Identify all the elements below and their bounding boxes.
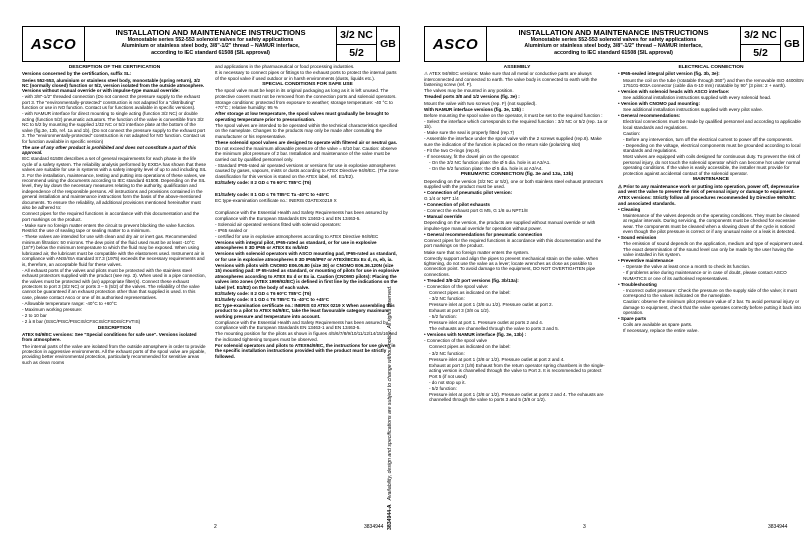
paragraph: If necessary, replace the entire valve. [623,328,699,334]
paragraph: E2/Safety code: II 2 GD c T6 60°C T85°C (T6) [215,179,312,185]
left-column-1 [22,64,207,504]
paragraph: Caution: observe the minimum pilot pressure value of 2 bar. To avoid personal injury or damage to equipment, check that the valve operates correctly before putting it back into operation. [623,299,801,316]
paragraph: Treaded ports 3/8 and 1/2 versions (fig. 3e) : [424,94,520,100]
side-note-text [387,170,393,530]
header-titles [85,27,337,61]
paragraph: Connect pipes for the required functions in accordance with this documentation and the port markings on the product. [424,238,602,249]
paragraph: - Operate the valve at least once a month to check its function. [623,264,751,270]
paragraph: Compliance with the Essential Health and Safety Requirements has been assured by compliance with the European Standards EN 13463-1 and EN 13463-5. [215,319,388,331]
paragraph: - certified for use in explosive atmospheres according to ATEX Directive 94/9/EC [215,233,379,239]
paragraph: Make sure that no foreign matter enters the system. [424,249,530,255]
paragraph: After storage at low temperature, the spool valves must gradually be brought to operating temperature prior to pressurisation. [215,111,389,122]
paragraph: EC type-examination certificate no.: INERIS 03 ATEX 0219 X When assembling this product to a pilot to ATEX 94/9/EC, take the least favourable category maximum working pressure and temperature into account. [215,302,395,319]
paragraph: • Connection of pneumatic pilot version: [424,190,513,196]
paragraph: - Maximum working pressure: [22,307,83,313]
paragraph: - If problems arise during maintenance or in case of doubt, please contact ASCO NUMATICS or one of its authorised representatives. [623,270,787,281]
paragraph: • General recommendations: [618,113,681,119]
paragraph: • Version with CNOMO pad mounting: [618,101,700,107]
asco-logo [23,27,85,61]
section-heading: ASSEMBLY [503,65,531,70]
section-heading: DESCRIPTION [97,325,132,331]
paragraph: - Connection of the spool valve [424,338,488,344]
paragraph: The mounting position for the pilots as shown in figures 4/5/6/7/8/9/10/11/12/14/15/16 and the indicated tightening torques must be observed. [215,331,397,342]
doc-subtitle-3: according to IEC standard 61508 (SIL approval) [554,49,673,56]
paragraph: Mount the coil on the tube (rotatable through 360°) and then the removable ISO 4400/EN 175101-803A connector (cable dia 6-10 mm) rotatable by 90° (3 pins: 2 + earth). [623,77,804,88]
paragraph: Maintenance of the valves depends on the operating conditions. They must be cleaned at regular intervals. During servicing, the components must be checked for excessive wear. The components must be cleaned when a slowing down of the cycle is noticed even though the pilot pressure is correct or if any unusual noise or a leak is detected. [623,212,800,234]
paragraph: With NAMUR interface versions (fig. 3e, 13b) : [424,106,524,112]
paragraph: - If necessary, fit the dowel pin on the operator: [424,153,520,159]
paragraph: - Solenoid air operated versions fitted with solenoid operators: [215,221,341,227]
paragraph: Versions with pilots with CNOMO E06.05.80 (size 30) or CNOMO E06.36.120N (size 15) mounting pad: IP 65-rated as standard, or mounting of pilots for use in explosive atmospheres according to ATEX Ex d or Ex ia. Caution (CNOMO pilots): Placing the valves into zones (ATEX 1999/92/EC) is defined in first line by the indications on the label (ref. E1/E2) on the body of each valve. [215,262,400,290]
paragraph: The valves may be mounted in any position. [424,88,514,94]
side-note-disclaimer: Availability, design and specifications are subject to change without notice. All rights reserved. [387,285,393,501]
paragraph: - Assemble the interface under the spool valve with the 2 screws supplied (rep.8). Make sure the indication of the function is placed on the return side (polarizing slot) [424,136,602,147]
paragraph: - 3/2 NC function: [429,350,465,356]
header-right [424,26,804,62]
paragraph: and applications in the pharmaceutical or food processing industries. [215,64,355,69]
right-column-1 [424,64,610,504]
paragraph: Do not exceed the maximum allowable pressure of the valve = 8/10 bar. Caution: observe the minimum pilot pressure of 2 bar. Installation and maintenance of the valve must be carried out by qualified personnel only. [215,145,397,162]
footer-left [0,524,404,532]
left-column-2 [215,64,400,504]
paragraph: ATEX versions: Strictly follow all procedures recommended by Directive 99/92/EC and associated standards. [618,195,797,206]
asco-logo [425,27,487,61]
paragraph: • IP65-sealed integral pilot version (fig. 3b, 3e): [618,71,720,77]
paragraph: The exhausts are channelled through the valve to ports 3 and 5. [429,326,559,332]
paragraph: The spool valves are intended to be operated within the technical characteristics specified on the nameplate. Changes to the products may only be made after consulting the manufacturer or his representative. [215,122,398,139]
paragraph: The internal parts of the valve are isolated from the outside atmosphere in order to provide protection in aggressive environments. All the exhaust ports of the spool valve are pipable, providing better environmental protection, particularly recommended for sensitive areas such as clean rooms [22,343,206,365]
doc-subtitle-2: Aluminium or stainless steel body, 3/8"-1/2" thread – NAMUR interface, [121,43,300,50]
section-heading: SPECIAL CONDITIONS FOR SAFE USE [262,81,353,87]
paragraph: - Connect the exhaust port G M5, G 1/8 ou NPT1/8 [424,208,528,214]
paragraph: G 1/4 or NPT 1/4 [424,196,459,202]
language-code: GB [784,38,800,50]
paragraph: - On the 3/2 NC function plate: the Ø 5 dia. hole is at A3/A1. [429,159,551,165]
section-heading: MAINTENANCE [692,177,730,183]
paragraph: E1/Safety code: II 1 GD c T6 T85°C Ta -40°C to +45°C [215,191,330,197]
paragraph: EC type-examination certificate no.: INERIS 03ATEX0219 X [215,197,337,203]
paragraph: Versions with integral pilot, IP65-rated as standard, or for use in explosive atmospheres II 3D IP65 or ATEX Ex m/b/nD [215,239,377,251]
logo-text: ASCO [432,35,479,53]
paragraph: Depending on the version, the products are supplied without manual override or with impulse-type manual override for operation without power. [424,220,596,231]
paragraph: • Cleaning [618,206,641,212]
paragraph: Pressure inlet at port 1 (3/8 ou 1/2). Pressure outlet at port 2. [429,302,553,308]
paragraph: - Depending on the voltage, electrical components must be grounded according to local standards and regulations. [623,142,801,154]
paragraph: • Troubleshooting [618,281,657,287]
paragraph: - 2 to 10 bar [22,313,47,319]
paragraph: The emission of sound depends on the application, medium and type of equipment used. The exact determination of the sound level can only be made by the user having the valve installed in his system. [623,241,804,257]
paragraph: - Make sure the seal is properly fitted (rep.7) [424,130,515,136]
side-note-code: 3834944-A [387,504,393,530]
paragraph: • Versions with NAMUR interface (fig. 3e, 13b) : [424,332,527,338]
paragraph: Connect pipes as indicated on the label: [429,344,511,350]
logo-text: ASCO [30,35,77,53]
paragraph: • Sound emission [618,235,657,241]
paragraph: Pressure inlet at port 1 (3/8 or 1/2). Pressure outlet at port 2 and 4. [429,356,565,362]
paragraph: Most valves are equipped with coils designed for continuous duty. To prevent the risk of personal injury, do not touch the solenoid operator which can become hot under normal operating conditions. If the valve is easily accessible, the installer must provide for protection against accidental contact of the solenoid operator. [623,154,801,176]
footer-right [408,524,808,532]
page-right [408,0,808,544]
paragraph: - Make sure no foreign matter enters the circuit to prevent blocking the valve function. Restrict the use of sealing tape or sealing matter to a minimum. [22,222,196,234]
paragraph: - Incorrect outlet pressure: Check the pressure on the supply side of the valve; it must correspond to the values indicated on the nameplate. [623,287,797,299]
language-code: GB [380,38,396,50]
document-number: 3834944 [768,524,788,530]
paragraph: For solenoid operators and pilots to ATEX94/9/EC, the instructions for use given in the specific installation instructions provided with the product must be strictly followed. [215,342,396,359]
function-code-top: 3/2 NC [741,27,780,45]
paragraph: Compliance with the Essential Health and Safety Requirements has been assured by compliance with the European Standards EN 13463-1 and EN 13463-5. [215,210,388,221]
paragraph: - Before any intervention, turn off the electrical current to power off the components. [623,136,793,142]
paragraph: These solenoid spool valves are designed to operate with filtered air or neutral gas. [215,139,398,145]
paragraph: It is necessary to connect pipes or fittings to the exhaust ports to protect the internal parts of the spool valve if used outdoor or in harsh environments (dusts, liquids etc.). [215,70,397,81]
doc-subtitle-1: Monostable series 552-553 solenoid valves for safety applications [530,37,697,43]
right-column-2 [618,64,804,504]
paragraph: ⚠ ATEX 94/9/EC versions: Make sure that all metal or conductive parts are always interconnected and connected to earth. The valve body is connected to earth with the fastening screw (ref. F). [424,71,598,88]
paragraph: - Fit the two O-rings (rep.9). [424,147,481,153]
doc-title: INSTALLATION AND MAINTENANCE INSTRUCTIONS [115,28,306,37]
paragraph: Mount the valve with two screws (rep. F) (not supplied). [424,100,537,106]
paragraph: - 5/2 function: [429,385,457,391]
paragraph: Depending on the version (3/2 NC or 5/2), one or both stainless steel exhaust protectors supplied with the product must be used. [424,178,604,190]
paragraph: - All exhaust ports of the valves and pilots must be protected with the stainless steel exhaust protectors supplied with the product (see rep. 3). When used in a pipe connection, the valves must be protected with (an) appropriate filter(s). Connect these exhaust protectors to port 3 (3/2 NC) or ports 3 – 5 (5/2) of the valves. The reliability of the valve cannot be guaranteed if an exhaust protection other than that supplied is used. In this case, please contact Asco or one of its authorised representatives. [22,267,206,300]
body-left [22,64,400,504]
section-heading: PNEUMATIC CONNECTION (fig. 3e and 13a, 13b) [460,172,574,178]
paragraph [215,186,400,191]
paragraph: - do not stop up it. [429,379,466,385]
paragraph: • Connection of pilot exhausts [424,202,490,208]
paragraph: The use of any other product is prohibited and does not constitute a part of this approval. [22,144,197,156]
paragraph: • General recommendations for pneumatic connection [424,231,543,237]
paragraph: See additional installation instructions supplied with every pilot valve. [623,107,763,113]
doc-subtitle-2: Aluminium or stainless steel body, 3/8"-1/2" thread – NAMUR interface, [524,43,703,50]
function-code [741,27,781,61]
paragraph: - 5/2 function: [429,314,457,320]
paragraph: E2/Safety code: II 2 GD c T6 60°C T85°C (T6) [215,290,312,296]
paragraph: - Allowable temperature range: -40°C to +60°C [22,300,117,306]
paragraph: - with 3/8"-1/2" threaded connection (Do not connect the pressure supply to the exhaust port 3. The "environmentally-protected" construction is not adapted for a "distributing" function or use in NO function. Contact us for functions available in specific versions). [22,94,200,111]
side-note [387,160,407,530]
paragraph: - with NAMUR interface for direct mounting to single acting (function 3/2 NC) or double acting (function 5/2) pneumatic actuators. The function of the valve is convertible from 3/2 NC to 5/2 by mounting the supplied 1/32 NC or 5/2 interface plate at the bottom of the valve (fig.3e, 13b, ref. 1a and 1b). (Do not connect the pressure supply to the exhaust port 3. The "environmentally-protected" construction is not adapted for NO function. Contact us for function available in specific version) [22,111,206,144]
paragraph: - 3/2 NC function: [429,296,465,302]
page-number: 2 [214,524,217,530]
paragraph: Exhaust at port 3 (1/8) Exhaust from the return operator spring chambers in the single-acting version is channelled through the valve to Port 3. It is recommended to protect Port 5 (if not used) [429,362,605,379]
paragraph: - These valves are intended for use with clean and dry air or inert gas. Recommended minimum filtration: 50 microns. The dew point of the fluid used must be at least -10°C (18°F) below the minimum temperature to which the fluid may be exposed. When using lubricated air, the lubricant must be compatible with the elastomers used. Instrument air in compliance with ANSI/ISA standard S7.3 (1975) exceeds the necessary requirements and is, therefore, an acceptable fluid for these valves. [22,234,205,267]
body-right [424,64,804,504]
paragraph: ATEX 94/9/EC versions: See "Special conditions for safe use". Versions isolated from atmosphere. [22,332,197,343]
paragraph: Series 552-553, aluminium or stainless steel body, monostable (spring return), 3/2 NC (normally closed) function or 5/2, version isolated from the outside atmosphere. Versions without manual override or with impulse-type manual override: [22,77,205,94]
doc-title: INSTALLATION AND MAINTENANCE INSTRUCTIONS [518,28,709,37]
paragraph: Storage conditions: protected from exposure to weather; storage temperature: -40 °C to +70°C ; relative humidity: 95 % [215,99,393,111]
function-code-top: 3/2 NC [337,27,376,45]
paragraph: The spool valve must be kept in its original packaging as long as it is left unused. The protective covers must not be removed from the connection ports and solenoid operators. [215,88,397,99]
section-heading: DESCRIPTION OF THE CERTIFICATION [68,65,161,70]
paragraph: Exhaust at port 3 (3/8 ou 1/2). [429,308,490,314]
paragraph: E1/Safety code: II 1 GD c T6 T85°C Ta -40°C to +45°C [215,296,330,302]
paragraph: Versions with solenoid operators with ASCO mounting pad, IP65-rated as standard, or for use in explosive atmospheres II 3D IP65/IP67 or ATEX/IECEx Ex d, m, eb, ia. [215,251,397,262]
paragraph: Before mounting the spool valve on the operator, it must be set to the required function : [424,112,603,118]
paragraph: Coils are available as spare parts. [623,322,693,328]
paragraph: - On the 5/2 function plate: the Ø 5 dia. hole is at A3/A4. [429,165,543,171]
paragraph: Connect pipes for the required functions in accordance with this documentation and the port markings on the product. [22,211,200,222]
paragraph: Pressure inlet at port 1. Pressure outlet at ports 2 and 4. [429,320,544,326]
paragraph: Caution: [623,130,641,136]
paragraph: See additional installation instructions supplied with every solenoid head. [623,95,772,101]
paragraph: Correctly support and align the pipes to prevent mechanical strain on the valve. When tightening, do not use the valve as a lever; locate wrenches as close as possible to connection point. To avoid damage to the equipment, DO NOT OVERTIGHTEN pipe connections. [424,255,599,277]
paragraph: - Standard IP65-rated air operated versions or versions for use in explosive atmospheres caused by gases, vapours, mists or dusts according to ATEX Directive 94/9/EC. (The zone classification for this version is stated on the ATEX label, ref. E1/E2). [215,162,399,179]
doc-subtitle-1: Monostable series 552-553 solenoid valves for safety applications [127,37,294,43]
function-code [337,27,377,61]
doc-subtitle-3: according to IEC standard 61508 (SIL approval) [151,49,270,56]
paragraph: Connect pipes as indicated on the label: [429,290,511,296]
paragraph: ⚠ Prior to any maintenance work or putting into operation, power off, depressurise and vent the valve to prevent the risk of personal injury or damage to equipment. [618,183,800,195]
paragraph: Versions concerned by the certification, suffix SL: [22,71,132,77]
header-titles [487,27,741,61]
section-heading: ELECTRICAL CONNECTION [678,65,744,70]
function-code-bottom: 5/2 [753,46,768,59]
header-left [22,26,400,62]
paragraph: • Preventive maintenance [618,258,674,264]
paragraph: - Connection of the spool valve: [424,284,489,290]
paragraph: • Manual override [424,214,463,220]
paragraph: Electrical connections must be made by qualified personnel and according to applicable local standards and regulations. [623,119,801,130]
paragraph [215,204,400,209]
page-number: 3 [583,524,586,530]
document-number: 3834944 [364,524,384,530]
paragraph: • Version with solenoid heads with ASCO interface: [618,89,730,94]
paragraph: - IP65 sealed or [215,227,248,233]
function-code-bottom: 5/2 [349,46,364,59]
paragraph: IEC standard 61508 describes a set of general requirements for each phase in the life cycle of a safety system. The reliability analysis performed by EXIDA has shown that these valves are suitable for use in systems with a safety integrity level of up to and including SIL 3. For the installation, maintenance, testing and putting into operations of these valves, we recommend using the documents according to IEC standard 61508. Depending on the SIL level, they lay down the necessary measures relating to the authority, qualification and independence of the responsible persons. All instructions and provisions contained in the general installation and maintenance instructions form the basis of the above-mentioned documents. To ensure the reliability, all additional provisions mentioned hereinafter must also be adhered to: [22,156,207,211]
paragraph: - 2 à 8 bar (ISSC/PISC/PISCIS/CFSCIS/CFSDIS/CFVTIS) [22,319,141,325]
paragraph: Pressure inlet at port 1 (3/8 or 1/2). Pressure outlet at ports 2 and 4. The exhausts are channelled through the valve to ports 3 and 5 (3/8 or 1/2). [429,391,604,403]
paragraph: • Treaded 3/8-1/2 port versions (fig. 3b/13a): [424,277,519,283]
paragraph: - Select the interface which corresponds to the required function : 3/2 NC or 5/2 (rep. 1a or 1b). [424,118,608,130]
paragraph: • Spare parts [618,316,647,322]
